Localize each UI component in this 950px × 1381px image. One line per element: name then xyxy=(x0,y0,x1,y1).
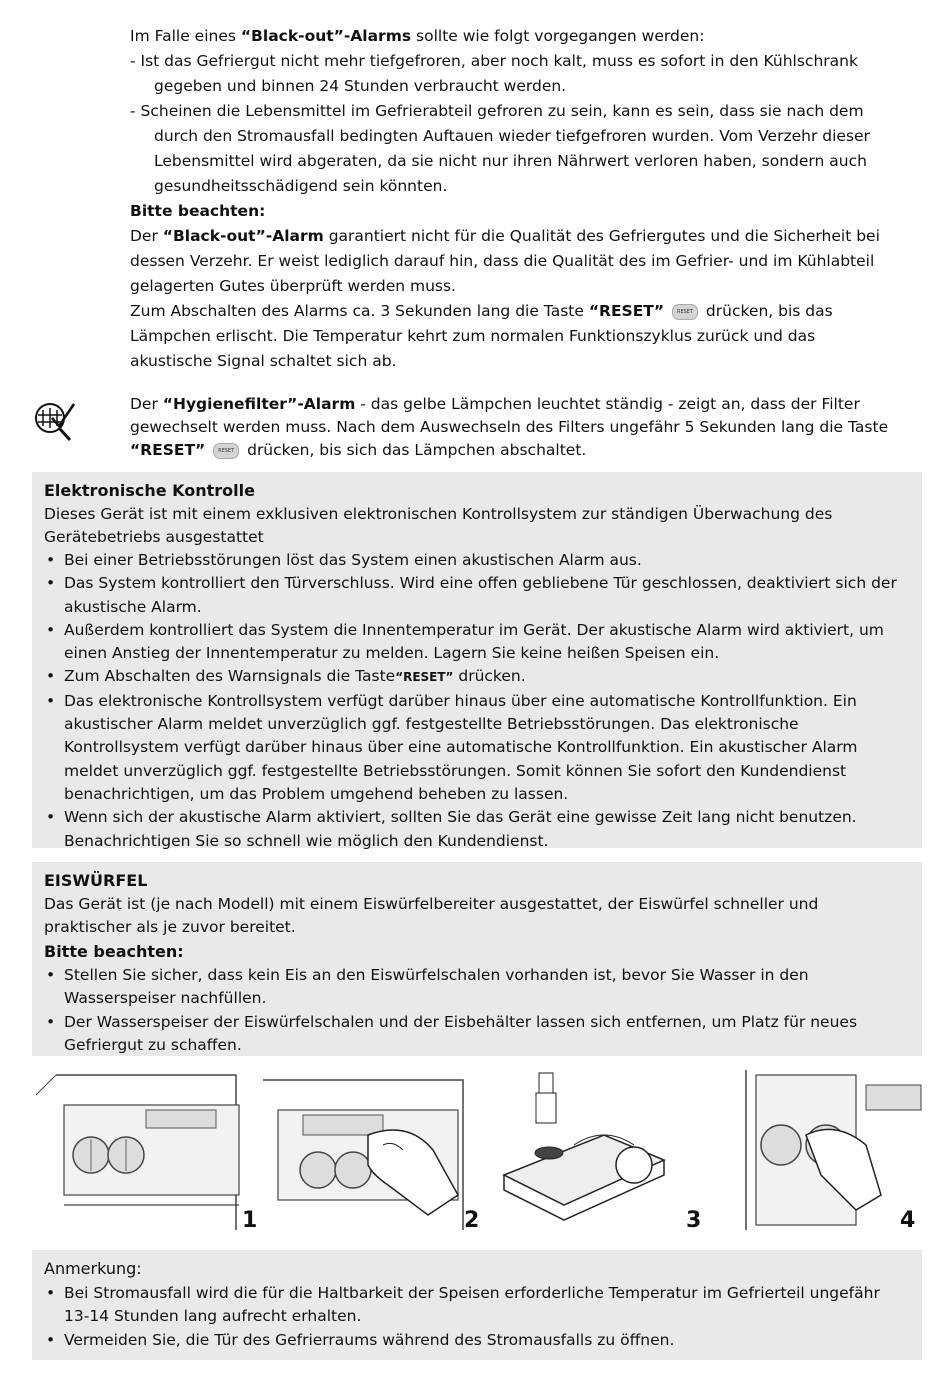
list-item: • Vermeiden Sie, die Tür des Gefrierraums während des Stromausfalls zu öffnen. xyxy=(44,1329,910,1352)
list-item: • Das elektronische Kontrollsystem verfügt darüber hinaus über eine automatische Kontrollfunktion. Ein akustischer Alarm meldet unverzüglich ggf. festgestellte Betriebsstörungen. Das elektronische Kontrollsystem verfügt darüber hinaus über eine automatische Kontrollfunktion. Ein akustischer Alarm meldet unverzüglich ggf. festgestellte Betriebsstörungen. Somit können Sie sofort den Kundendienst benachrichtigen, um das Problem umgehend beheben zu lassen. xyxy=(44,690,910,806)
blackout-note-text: garantiert nicht für die Qualität des Gefriergutes und die Sicherheit bei dessen Verzehr. Er weist lediglich darauf hin, dass die Qualität des im Gefrier- und im Kühlabteil gelagerten Gutes überprüft werden muss. xyxy=(130,227,880,295)
blackout-intro xyxy=(130,24,890,49)
hygiene-mid: - das gelbe Lämpchen leuchtet ständig - zeigt an, dass der Filter gewechselt werden muss. Nach dem Auswechseln des Filters ungefähr 5 Sekunden lang die Taste xyxy=(130,395,889,436)
blackout-note-bold: “Black-out”-Alarm xyxy=(162,227,324,245)
blackout-note-pre: Der xyxy=(130,227,163,245)
blackout-intro-post: sollte wie folgt vorgegangen werden: xyxy=(411,27,705,45)
list-item: • Der Wasserspeiser der Eiswürfelschalen und der Eisbehälter lassen sich entfernen, um Platz für neues Gefriergut zu schaffen. xyxy=(44,1011,910,1058)
hygiene-filter-icon xyxy=(30,396,80,446)
kontrolle-heading: Elektronische Kontrolle xyxy=(44,481,255,500)
hygiene-bold: “Hygienefilter”-Alarm xyxy=(162,395,356,413)
hygiene-bold2: “RESET” xyxy=(130,441,206,459)
kontrolle-item4-bold: “RESET” xyxy=(395,670,454,685)
kontrolle-item4-post: drücken. xyxy=(453,667,526,686)
figure-number-4: 4 xyxy=(900,1208,916,1233)
reset-button-icon: RESET xyxy=(672,304,698,320)
illustration-3 xyxy=(484,1065,704,1235)
illustration-2 xyxy=(258,1065,478,1235)
blackout-reset-bold: “RESET” xyxy=(588,302,665,320)
blackout-section xyxy=(130,24,890,374)
illustration-4 xyxy=(706,1065,926,1235)
blackout-intro-bold: “Black-out”-Alarms xyxy=(240,27,412,45)
kontrolle-box xyxy=(32,472,922,848)
blackout-item-1: - Ist das Gefriergut nicht mehr tiefgefroren, aber noch kalt, muss es sofort in den Kühlschrank gegeben und binnen 24 Stunden verbraucht werden. xyxy=(130,52,858,95)
illustration-1 xyxy=(36,1065,256,1235)
hygiene-post: drücken, bis sich das Lämpchen abschaltet. xyxy=(242,441,587,459)
list-item: • Außerdem kontrolliert das System die Innentemperatur im Gerät. Der akustische Alarm wird aktiviert, um einen Anstieg der Innentemperatur zu melden. Lagern Sie keine heißen Speisen ein. xyxy=(44,619,910,666)
hygiene-section xyxy=(130,393,890,462)
kontrolle-item4-pre: Zum Abschalten des Warnsignals die Taste xyxy=(64,667,396,686)
list-item xyxy=(44,665,910,689)
figure-number-2: 2 xyxy=(464,1208,480,1233)
blackout-reset xyxy=(130,299,890,374)
blackout-item-2: - Scheinen die Lebensmittel im Gefrierabteil gefroren zu sein, kann es sein, dass sie nach dem durch den Stromausfall bedingten Auftauen wieder tiefgefroren wurden. Vom Verzehr dieser Lebensmittel wird abgeraten, da sie nicht nur ihren Nährwert verloren haben, sondern auch gesundheitsschädigend sein könnten. xyxy=(130,102,870,195)
anmerkung-box xyxy=(32,1250,922,1360)
hygiene-pre: Der xyxy=(130,395,163,413)
eis-heading: EISWÜRFEL xyxy=(44,871,148,890)
reset-button-icon: RESET xyxy=(213,443,239,459)
anmerkung-list xyxy=(44,1282,910,1352)
list-item: • Das System kontrolliert den Türverschluss. Wird eine offen gebliebene Tür geschlossen, deaktiviert sich der akustische Alarm. xyxy=(44,572,910,619)
list-item: • Bei Stromausfall wird die für die Haltbarkeit der Speisen erforderliche Temperatur im Gefrierteil ungefähr 13-14 Stunden lang aufrecht erhalten. xyxy=(44,1282,910,1329)
eis-list xyxy=(44,964,910,1057)
list-item: • Stellen Sie sicher, dass kein Eis an den Eiswürfelschalen vorhanden ist, bevor Sie Wasser in den Wasserspeiser nachfüllen. xyxy=(44,964,910,1011)
figure-number-3: 3 xyxy=(686,1208,702,1233)
list-item: • Wenn sich der akustische Alarm aktiviert, sollten Sie das Gerät eine gewisse Zeit lang nicht benutzen. Benachrichtigen Sie so schnell wie möglich den Kundendienst. xyxy=(44,806,910,853)
list-item: • Bei einer Betriebsstörungen löst das System einen akustischen Alarm aus. xyxy=(44,549,910,572)
blackout-note-heading: Bitte beachten: xyxy=(130,202,266,220)
figure-number-1: 1 xyxy=(242,1208,258,1233)
kontrolle-list xyxy=(44,549,910,853)
eis-note-heading: Bitte beachten: xyxy=(44,942,184,961)
anmerkung-heading: Anmerkung: xyxy=(44,1259,142,1278)
eis-box xyxy=(32,862,922,1056)
kontrolle-intro: Dieses Gerät ist mit einem exklusiven elektronischen Kontrollsystem zur ständigen Überwachung des Gerätebetriebs ausgestattet xyxy=(44,505,833,546)
blackout-reset-post: drücken, bis das Lämpchen erlischt. Die Temperatur kehrt zum normalen Funktionszyklus zurück und das akustische Signal schaltet sich ab. xyxy=(130,302,833,370)
blackout-reset-pre: Zum Abschalten des Alarms ca. 3 Sekunden lang die Taste xyxy=(130,302,589,320)
blackout-note xyxy=(130,224,890,299)
eis-intro: Das Gerät ist (je nach Modell) mit einem Eiswürfelbereiter ausgestattet, der Eiswürfel schneller und praktischer als je zuvor bereitet. xyxy=(44,895,819,936)
blackout-intro-pre: Im Falle eines xyxy=(130,27,241,45)
